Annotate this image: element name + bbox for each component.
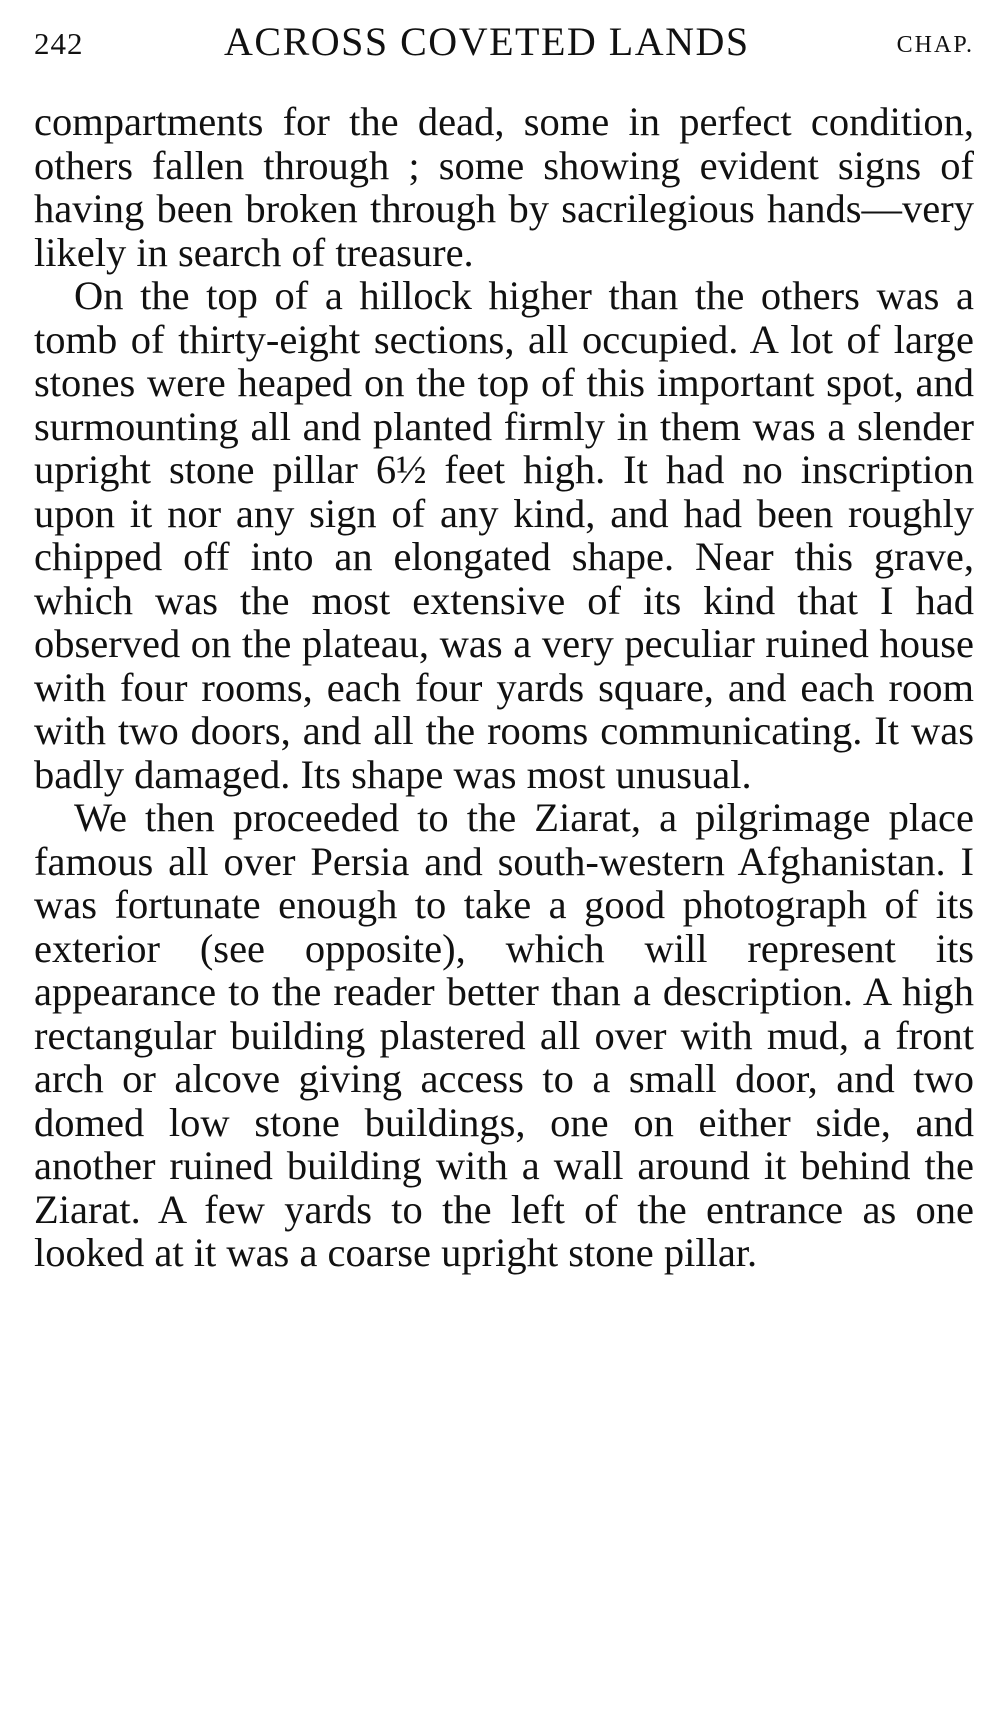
body-text xyxy=(34,100,974,1275)
chapter-label: CHAP. xyxy=(896,32,974,58)
paragraph-continued: compartments for the dead, some in perfect condition, others fallen through ; some showing evident signs of having been broken through by sacrilegious hands—very likely in search of treasure. xyxy=(34,99,974,275)
paragraph-ziarat: We then proceeded to the Ziarat, a pilgrimage place famous all over Persia and south-western Afghanistan. I was fortunate enough to take a good photograph of its exterior (see opposite), which will represent its appearance to the reader better than a description. A high rectangular building plastered all over with mud, a front arch or alcove giving access to a small door, and two domed low stone buildings, one on either side, and another ruined building with a wall around it behind the Ziarat. A few yards to the left of the entrance as one looked at it was a coarse upright stone pillar. xyxy=(34,795,974,1275)
paragraph-hillock-tomb: On the top of a hillock higher than the others was a tomb of thirty-eight sections, all occupied. A lot of large stones were heaped on the top of this important spot, and surmounting all and planted firmly in them was a slender upright stone pillar 6½ feet high. It had no inscription upon it nor any sign of any kind, and had been roughly chipped off into an elongated shape. Near this grave, which was the most extensive of its kind that I had observed on the plateau, was a very peculiar ruined house with four rooms, each four yards square, and each room with two doors, and all the rooms communicating. It was badly damaged. Its shape was most unusual. xyxy=(34,273,974,797)
running-head xyxy=(34,18,974,78)
page-number: 242 xyxy=(34,26,84,61)
book-title: ACROSS COVETED LANDS xyxy=(224,19,750,64)
